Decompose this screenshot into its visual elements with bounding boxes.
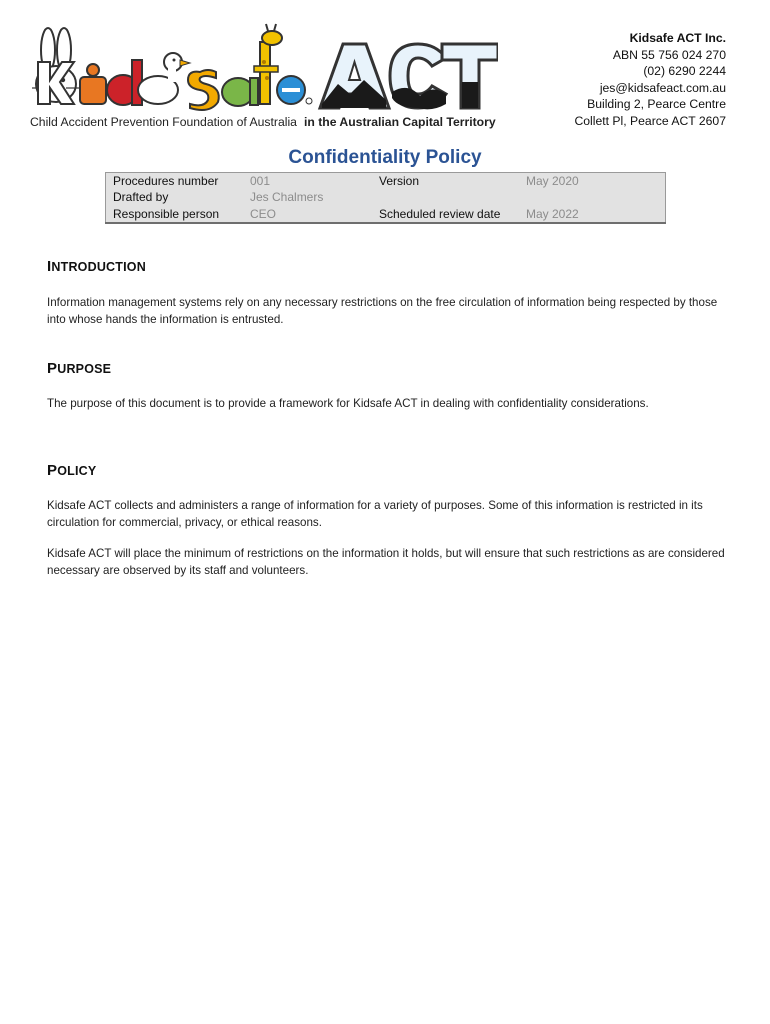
organisation-phone: (02) 6290 2244: [643, 64, 726, 79]
policy-paragraph-2: Kidsafe ACT will place the minimum of restrictions on the information it holds, but will ensure that such restrictions as are considered necessary are observed by its staff and volunteers.: [47, 547, 725, 577]
heading-rest: URPOSE: [57, 362, 112, 376]
organisation-abn: ABN 55 756 024 270: [612, 47, 726, 62]
table-row: [106, 173, 666, 190]
document-title: Confidentiality Policy: [288, 147, 482, 168]
heading-initial: I: [47, 258, 52, 275]
letter-s-shape: [188, 70, 219, 110]
organisation-address-line2: Collett Pl, Pearce ACT 2607: [574, 113, 726, 128]
drafted-by-value: Jes Chalmers: [250, 190, 324, 205]
policy-heading: [47, 462, 96, 479]
table-row: [106, 206, 666, 223]
act-letters: [320, 44, 498, 109]
review-date-value: May 2022: [526, 206, 579, 221]
logo-tagline-part2: in the Australian Capital Territory: [304, 115, 496, 129]
letter-i-shape: [80, 77, 106, 104]
procedures-number-label: Procedures number: [113, 174, 219, 188]
heading-initial: P: [47, 462, 58, 479]
responsible-person-value: CEO: [250, 206, 277, 221]
organisation-email: jes@kidsafeact.com.au: [599, 80, 726, 95]
responsible-person-label: Responsible person: [113, 206, 220, 221]
heading-rest: OLICY: [57, 464, 97, 478]
kidsafe-act-logo: [28, 22, 498, 132]
introduction-paragraph: Information management systems rely on any necessary restrictions on the free circulation of information being respected by those into whose hands the information is entrusted.: [47, 296, 718, 326]
empty-cell: [519, 189, 666, 205]
organisation-address-line1: Building 2, Pearce Centre: [587, 97, 726, 112]
policy-paragraph-1: Kidsafe ACT collects and administers a range of information for a variety of purposes. Some of this information is restricted in its circulation for commercial, privacy, or ethical reasons.: [47, 499, 703, 529]
purpose-paragraph: The purpose of this document is to provide a framework for Kidsafe ACT in dealing with confidentiality considerations.: [47, 397, 649, 410]
organisation-name: Kidsafe ACT Inc.: [629, 31, 726, 45]
review-date-label: Scheduled review date: [379, 206, 501, 221]
duck-icon: [138, 53, 190, 104]
version-label: Version: [379, 174, 420, 188]
version-value: May 2020: [526, 174, 579, 188]
drafted-by-label: Drafted by: [113, 190, 169, 205]
table-row: [106, 189, 666, 205]
empty-cell: [372, 189, 519, 205]
procedure-meta-table: [105, 172, 666, 224]
heading-initial: P: [47, 360, 58, 377]
procedures-number-value: 001: [250, 174, 271, 188]
heading-rest: NTRODUCTION: [51, 260, 146, 274]
logo-tagline-part1: Child Accident Prevention Foundation of Australia: [30, 115, 297, 129]
organisation-details: [574, 30, 726, 130]
introduction-heading: [47, 258, 146, 275]
logo-graphic: [28, 22, 498, 132]
purpose-heading: [47, 360, 111, 377]
